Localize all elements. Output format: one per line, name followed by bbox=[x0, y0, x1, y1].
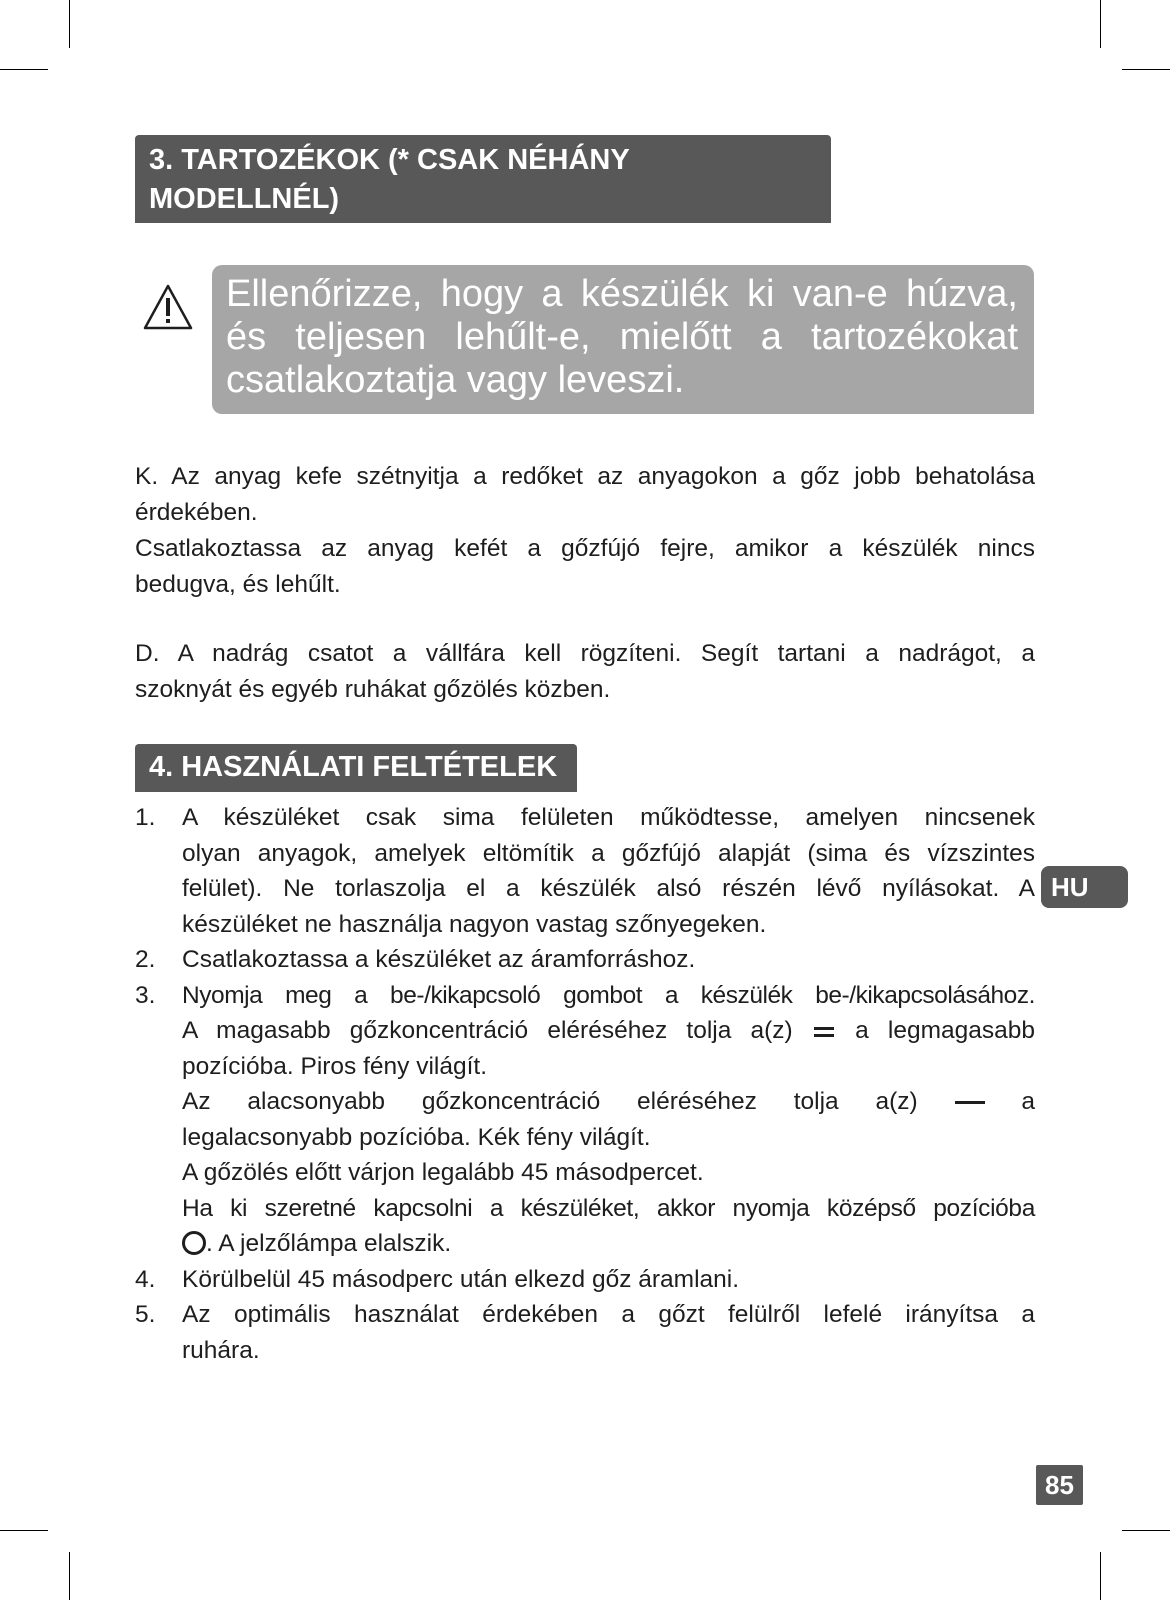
list-item bbox=[135, 1297, 1035, 1368]
list-item-number: 2. bbox=[135, 946, 156, 973]
high-steam-symbol-icon bbox=[814, 1027, 834, 1037]
paragraph-line: D. A nadrág csatot a vállfára kell rögzíteni. Segít tartani a nadrágot, a bbox=[135, 640, 1035, 667]
paragraph-line: K. Az anyag kefe szétnyitja a redőket az anyagokon a gőz jobb behatolása bbox=[135, 463, 1035, 490]
crop-mark bbox=[1100, 1552, 1101, 1600]
paragraph-d bbox=[135, 636, 1035, 708]
list-item bbox=[135, 978, 1035, 1262]
warning-line: Ellenőrizze, hogy a készülék ki van-e húzva, bbox=[226, 273, 1018, 315]
crop-mark bbox=[1100, 0, 1101, 48]
list-item-line: Nyomja meg a be-/kikapcsoló gombot a készülék be-/kikapcsolásához. bbox=[182, 981, 1035, 1009]
list-item-line: olyan anyagok, amelyek eltömítik a gőzfújó alapját (sima és vízszintes bbox=[182, 839, 1035, 867]
paragraph-line: szoknyát és egyéb ruhákat gőzölés közben. bbox=[135, 676, 611, 703]
list-item-line bbox=[182, 1013, 1035, 1049]
list-item-text: A magasabb gőzkoncentráció eléréséhez tolja a(z) bbox=[182, 1017, 793, 1044]
list-item-number: 4. bbox=[135, 1265, 156, 1293]
list-item-text: . A jelzőlámpa elalszik. bbox=[206, 1230, 452, 1257]
list-item-text: a legmagasabb bbox=[855, 1017, 1035, 1044]
list-item-line: Az optimális használat érdekében a gőzt felülről lefelé irányítsa a bbox=[182, 1301, 1035, 1328]
list-item-line: legalacsonyabb pozícióba. Kék fény világít. bbox=[182, 1123, 651, 1151]
crop-mark bbox=[69, 1552, 70, 1600]
list-item-line: Csatlakoztassa a készüléket az áramforráshoz. bbox=[182, 946, 696, 973]
warning-line: és teljesen lehűlt-e, mielőtt a tartozékokat bbox=[226, 316, 1018, 358]
list-item bbox=[135, 800, 1035, 942]
crop-mark bbox=[0, 69, 48, 70]
section-4-heading bbox=[135, 744, 577, 792]
paragraph-k bbox=[135, 459, 1035, 603]
section-4-title: 4. HASZNÁLATI FELTÉTELEK bbox=[149, 751, 558, 783]
warning-line: csatlakoztatja vagy leveszi. bbox=[226, 359, 685, 401]
language-tab: HU bbox=[1041, 866, 1128, 908]
section-3-title-line2: MODELLNÉL) bbox=[149, 183, 340, 215]
list-item bbox=[135, 1262, 1035, 1298]
warning-callout bbox=[212, 265, 1034, 414]
list-item-number: 1. bbox=[135, 804, 156, 831]
paragraph-line: bedugva, és lehűlt. bbox=[135, 571, 341, 598]
list-item-line: A készüléket csak sima felületen működtesse, amelyen nincsenek bbox=[182, 804, 1035, 831]
list-item-number: 5. bbox=[135, 1301, 156, 1328]
list-item bbox=[135, 942, 1035, 978]
paragraph-line: Csatlakoztassa az anyag kefét a gőzfújó fejre, amikor a készülék nincs bbox=[135, 535, 1035, 562]
list-item-line: ruhára. bbox=[182, 1336, 260, 1364]
list-item-text: Az alacsonyabb gőzkoncentráció eléréséhez tolja a(z) bbox=[182, 1088, 918, 1115]
usage-conditions-list bbox=[135, 800, 1035, 1368]
list-item-line: Körülbelül 45 másodperc után elkezd gőz áramlani. bbox=[182, 1265, 740, 1293]
paragraph-line: érdekében. bbox=[135, 499, 258, 526]
page-number: 85 bbox=[1036, 1465, 1083, 1505]
crop-mark bbox=[0, 1530, 48, 1531]
section-3-heading bbox=[135, 135, 831, 223]
list-item-text: a bbox=[1021, 1088, 1035, 1115]
off-position-circle-icon bbox=[182, 1231, 206, 1255]
list-item-number: 3. bbox=[135, 981, 156, 1009]
low-steam-symbol-icon bbox=[955, 1101, 985, 1104]
list-item-line: felület). Ne torlaszolja el a készülék alsó részén lévő nyílásokat. A bbox=[182, 875, 1035, 902]
section-3-title-line1: 3. TARTOZÉKOK (* CSAK NÉHÁNY bbox=[149, 144, 630, 176]
crop-mark bbox=[1122, 1530, 1170, 1531]
list-item-line: pozícióba. Piros fény világít. bbox=[182, 1052, 488, 1080]
list-item-line bbox=[182, 1084, 1035, 1120]
list-item-line: A gőzölés előtt várjon legalább 45 másodpercet. bbox=[182, 1159, 704, 1186]
warning-triangle-icon bbox=[142, 283, 194, 331]
list-item-line: készüléket ne használja nagyon vastag szőnyegeken. bbox=[182, 910, 767, 938]
list-item-line: Ha ki szeretné kapcsolni a készüléket, akkor nyomja középső pozícióba bbox=[182, 1194, 1035, 1222]
crop-mark bbox=[1122, 69, 1170, 70]
crop-mark bbox=[69, 0, 70, 48]
list-item-line bbox=[182, 1226, 1035, 1262]
